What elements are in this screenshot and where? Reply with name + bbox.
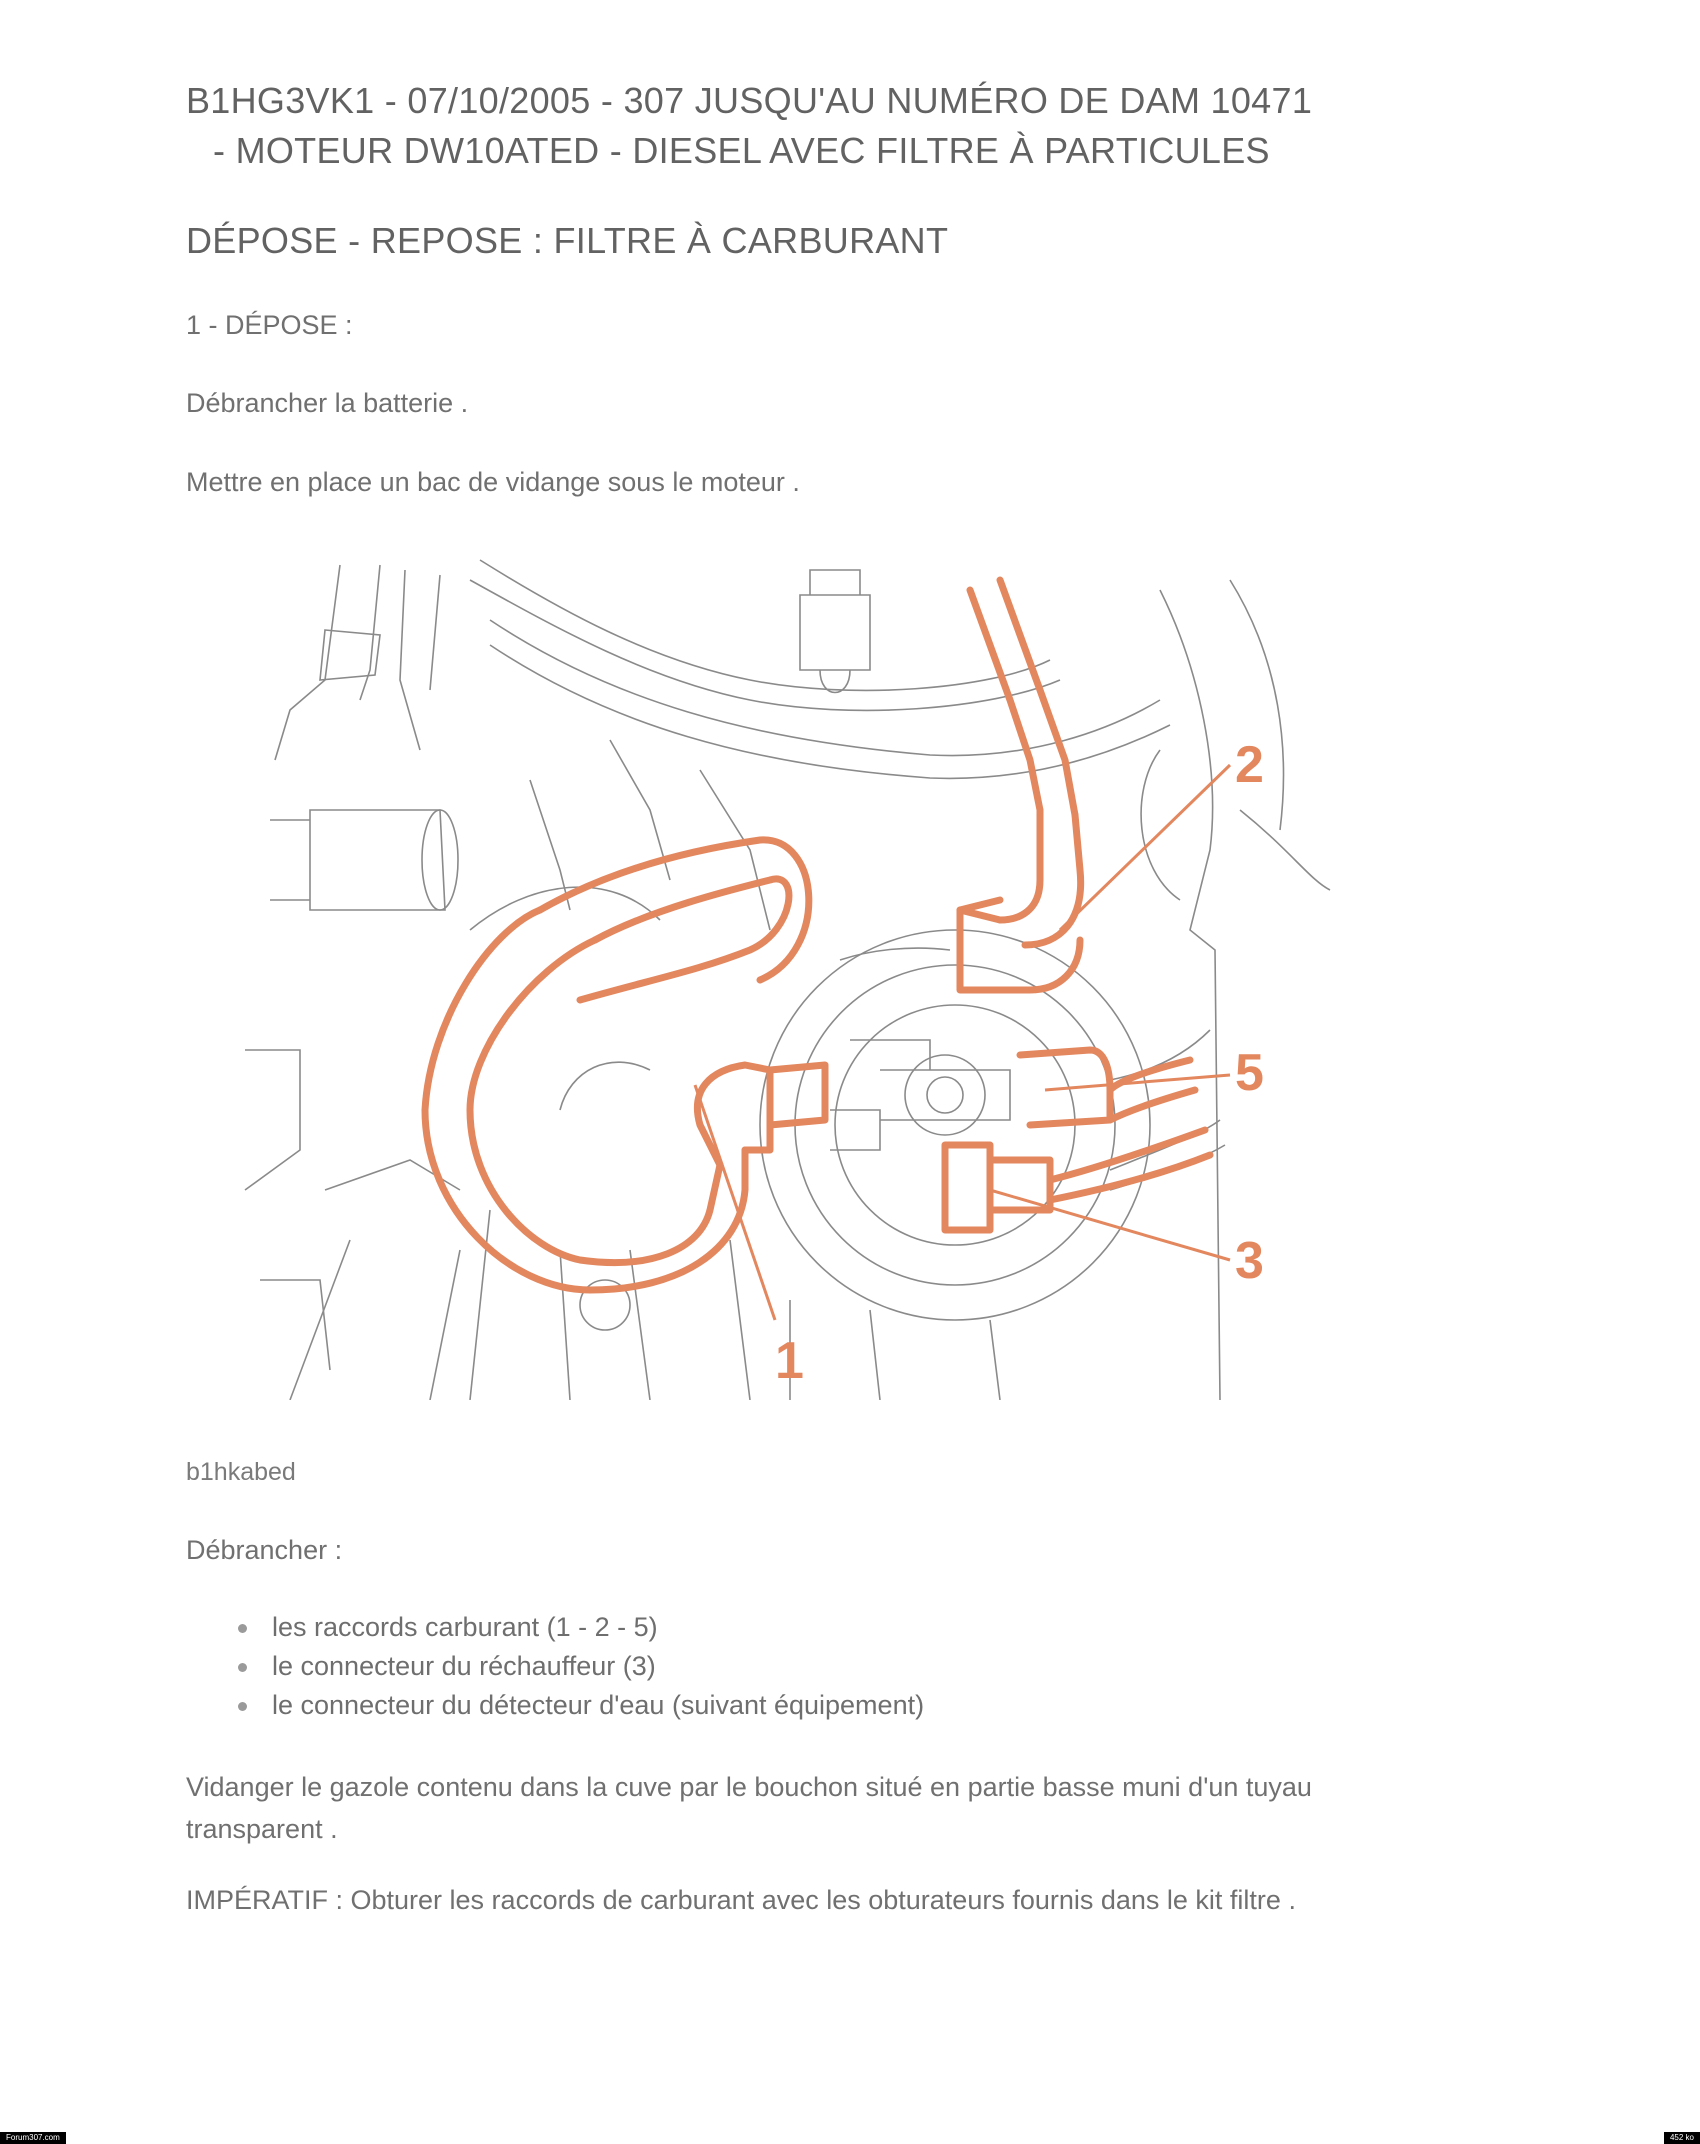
step-heading: 1 - DÉPOSE : xyxy=(186,310,353,340)
instruction-drain-tray: Mettre en place un bac de vidange sous le moteur . xyxy=(186,467,800,497)
imperative-note: IMPÉRATIF : Obturer les raccords de carburant avec les obturateurs fournis dans le kit filtre . xyxy=(186,1885,1296,1915)
footer-size-label: 452 ko xyxy=(1664,2132,1700,2144)
document-title-line1: B1HG3VK1 - 07/10/2005 - 307 JUSQU'AU NUMÉRO DE DAM 10471 xyxy=(186,80,1313,121)
list-item: le connecteur du détecteur d'eau (suivant équipement) xyxy=(230,1686,924,1725)
instruction-drain-fuel: Vidanger le gazole contenu dans la cuve par le bouchon situé en partie basse muni d'un tuyau transparent . xyxy=(186,1772,1312,1844)
instruction-disconnect: Débrancher : xyxy=(186,1535,343,1565)
list-item: les raccords carburant (1 - 2 - 5) xyxy=(230,1608,924,1647)
document-title-line2: - MOTEUR DW10ATED - DIESEL AVEC FILTRE À PARTICULES xyxy=(213,130,1270,171)
highlighted-fuel-lines xyxy=(425,580,1210,1290)
figure-caption: b1hkabed xyxy=(186,1458,296,1486)
footer-site-label: Forum307.com xyxy=(0,2132,66,2144)
callout-leader-lines xyxy=(695,765,1230,1320)
callout-2: 2 xyxy=(1235,736,1264,794)
section-heading: DÉPOSE - REPOSE : FILTRE À CARBURANT xyxy=(186,220,949,261)
callout-5: 5 xyxy=(1235,1044,1264,1102)
engine-linework xyxy=(245,560,1330,1400)
callout-3: 3 xyxy=(1235,1232,1264,1290)
disconnect-list xyxy=(230,1608,924,1725)
fuel-filter-diagram xyxy=(230,550,1430,1400)
callout-1: 1 xyxy=(775,1332,804,1390)
list-item: le connecteur du réchauffeur (3) xyxy=(230,1647,924,1686)
instruction-battery: Débrancher la batterie . xyxy=(186,388,469,418)
